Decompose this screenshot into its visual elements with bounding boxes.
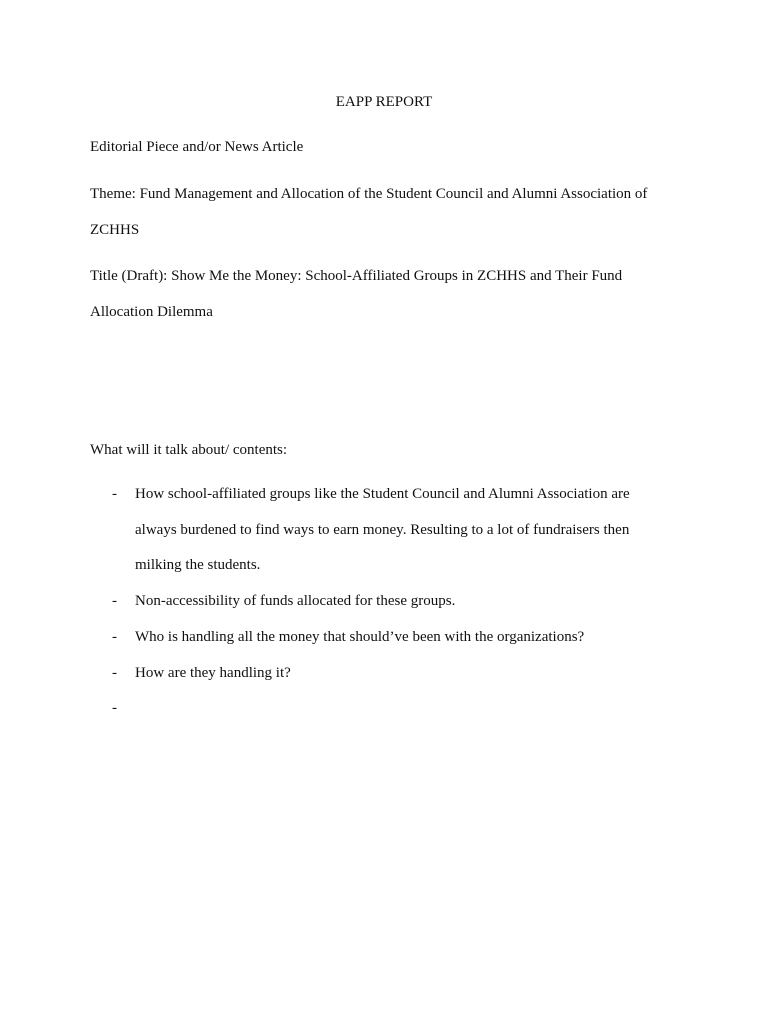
dash-marker: - [112,700,117,717]
draft-title-paragraph: Title (Draft): Show Me the Money: School-Affiliated Groups in ZCHHS and Their Fund Allocation Dilemma [90,268,623,320]
list-item-text: How are they handling it? [135,664,291,681]
document-type-line: Editorial Piece and/or News Article [90,139,304,155]
list-item [90,620,650,656]
list-item-text [135,700,139,716]
list-item [90,477,650,584]
theme-paragraph: Theme: Fund Management and Allocation of the Student Council and Alumni Association of ZCHHS [90,186,648,238]
dash-marker: - [112,628,117,645]
contents-label: What will it talk about/ contents: [90,442,288,458]
list-item [90,691,650,727]
report-heading: EAPP REPORT [335,94,433,110]
dash-marker: - [112,486,117,502]
list-item-text: How school-affiliated groups like the Student Council and Alumni Association are always burdened to find ways to earn money. Resulting to a lot of fundraisers then milking the students. [135,486,630,574]
list-item-text: Who is handling all the money that should’ve been with the organizations? [135,628,585,645]
dash-marker: - [112,593,117,610]
list-item [90,656,650,692]
dash-marker: - [112,664,117,681]
list-item [90,584,650,620]
contents-list [90,477,650,727]
list-item-text: Non-accessibility of funds allocated for these groups. [135,593,456,610]
